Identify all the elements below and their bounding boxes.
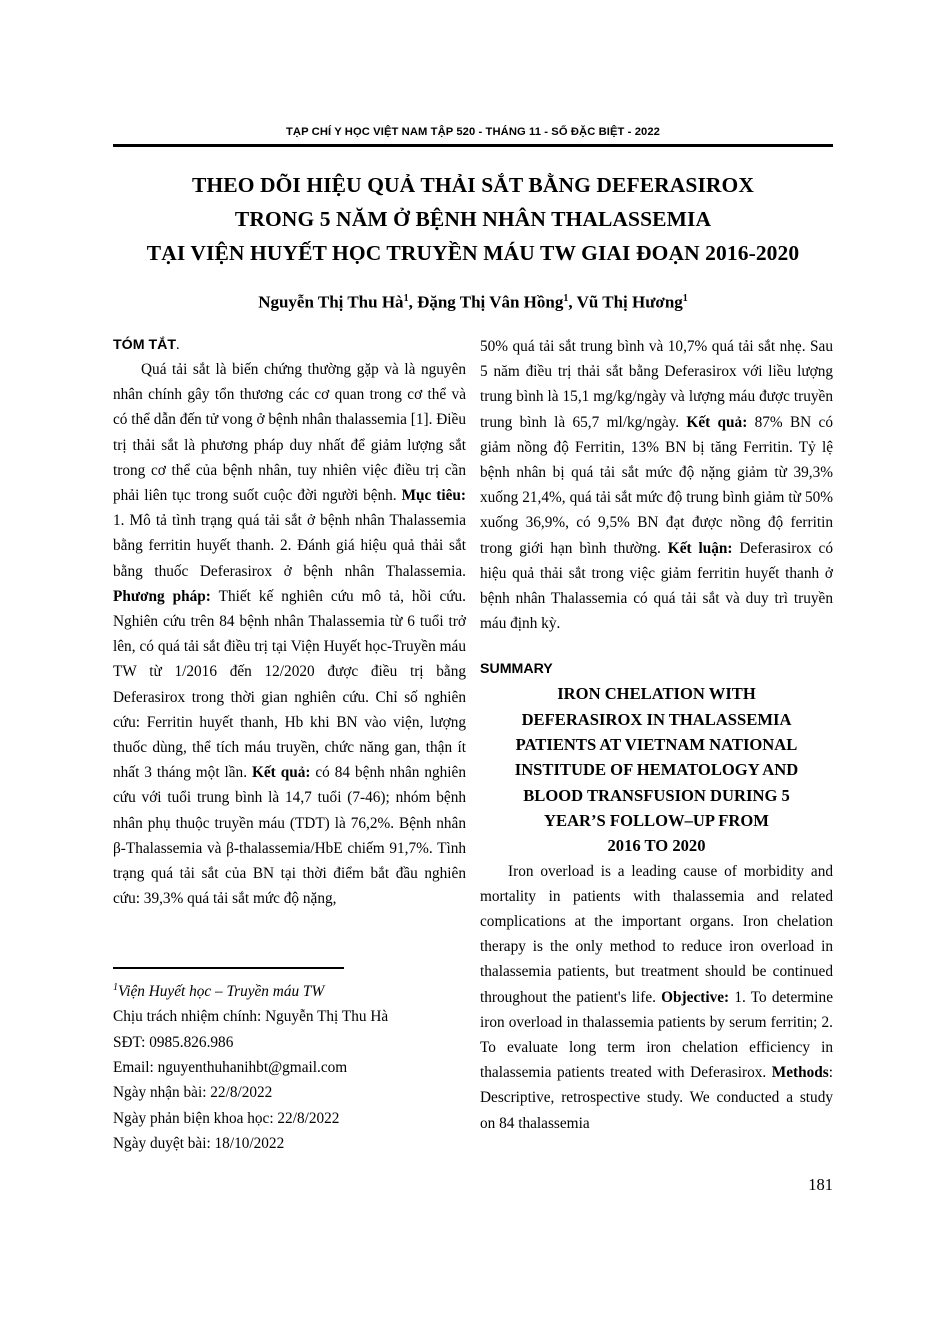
summary-en-title [480,681,833,858]
author-name-2: Đặng Thị Vân Hồng [417,292,564,312]
abstract-vi-text-5: 50% quá tải sắt trung bình và 10,7% quá tải sắt nhẹ. Sau 5 năm điều trị thải sắt bằng Deferasirox với liều lượng trung bình là 15,1 mg/kg/ngày và lượng máu được truyền trung bình là 65,7 ml/kg/ngày. [480,338,833,431]
summary-en-title-line-3: PATIENTS AT VIETNAM NATIONAL [515,735,798,755]
summary-spacer [480,636,833,658]
footnote-affiliation [113,975,466,1004]
footnote-responsible-author: Chịu trách nhiệm chính: Nguyễn Thị Thu Hà [113,1008,389,1026]
summary-en-title-line-7: 2016 TO 2020 [607,836,706,856]
author-affiliation-marker-3: 1 [682,293,688,304]
summary-en-title-line-1: IRON CHELATION WITH [557,684,756,704]
author-name-3: Vũ Thị Hương [576,292,683,312]
summary-en-heading: SUMMARY [480,661,553,678]
abstract-vi-label-conclusion: Kết luận: [667,539,733,557]
abstract-vi-text-6: 87% BN có giảm nồng độ Ferritin, 13% BN bị tăng Ferritin. Tỷ lệ bệnh nhân bị quá tải sắt mức độ nặng giảm từ 39,3% xuống 21,4%, quá tải sắt mức độ trung bình giảm từ 50% xuống 36,9%, có 9,5% BN đạt được nồng độ ferritin trong giới hạn bình thường. [480,413,833,557]
abstract-vi-paragraph [113,357,466,911]
summary-en-text-1: Iron overload is a leading cause of morbidity and mortality in patients with thalassemia and related complications at the important organs. Iron chelation therapy is the only method to reduce iron overload in thalassemia patients, but treatment should be continued throughout the patient's life. [480,862,833,1006]
abstract-vi-label-methods: Phương pháp: [113,587,211,605]
summary-en-title-line-4: INSTITUDE OF HEMATOLOGY AND [514,760,799,780]
footnote-affiliation-marker: 1 [113,982,118,993]
summary-en-title-line-6: YEAR’S FOLLOW–UP FROM [544,810,769,830]
page-number: 181 [808,1175,833,1194]
summary-en-text-3: : Descriptive, retrospective study. We conducted a study on 84 thalassemia [480,1064,833,1132]
summary-en-title-line-2: DEFERASIROX IN THALASSEMIA [521,709,792,729]
abstract-vi-label-results-1: Kết quả: [251,764,311,782]
running-head: TẠP CHÍ Y HỌC VIỆT NAM TẬP 520 - THÁNG 11 - SỐ ĐẶC BIỆT - 2022 [285,126,661,138]
abstract-vi-text-3: Thiết kế nghiên cứu mô tả, hồi cứu. Nghiên cứu trên 84 bệnh nhân Thalassemia từ 6 tuổi trở lên, có quá tải sắt điều trị tại Viện Huyết học-Truyền máu TW từ 1/2016 đến 12/2020 được điều trị bằng Deferasirox trong thời gian nghiên cứu. Chỉ số nghiên cứu: Ferritin huyết thanh, Hb khi BN vào viện, lượng thuốc dùng, thể tích máu truyền, chức năng gan, thận ít nhất 3 tháng một lần. [113,587,466,782]
footnote-received-date: Ngày nhận bài: 22/8/2022 [113,1084,273,1102]
abstract-vi-text-1: Quá tải sắt là biến chứng thường gặp và là nguyên nhân chính gây tổn thương các cơ quan trong cơ thể và có thể dẫn đến tử vong ở bệnh nhân thalassemia [1]. Điều trị thải sắt là phương pháp duy nhất để giảm lượng sắt trong cơ thể của bệnh nhân, tuy nhiên việc điều trị cần phải liên tục trong suốt cuộc đời người bệnh. [113,361,466,505]
column-right [480,334,833,1136]
abstract-vi-text-4: có 84 bệnh nhân nghiên cứu với tuổi trung bình là 14,7 tuổi (7-46); nhóm bệnh nhân phụ thuộc truyền máu (TDT) là 76,2%. Bệnh nhân β-Thalassemia và β-thalassemia/HbE chiếm 91,7%. Tình trạng quá tải sắt của BN tại thời điểm bắt đầu nghiên cứu: 39,3% quá tải sắt mức độ nặng, [113,764,466,908]
abstract-vi-heading-dot: . [176,337,180,353]
footnote-phone: SĐT: 0985.826.986 [113,1033,234,1051]
summary-en-paragraph [480,859,833,1136]
author-separator-2: , [568,292,577,312]
footnote-accepted-date: Ngày duyệt bài: 18/10/2022 [113,1134,285,1152]
footnote-rule [113,967,344,969]
summary-en-label-objective: Objective: [661,988,730,1006]
abstract-vi-text-2: 1. Mô tả tình trạng quá tải sắt ở bệnh nhân Thalassemia bằng ferritin huyết thanh. 2. Đánh giá hiệu quả thải sắt bằng thuốc Deferasirox ở bệnh nhân Thalassemia. [113,512,466,580]
header-rule [113,144,833,147]
abstract-vi-heading-text: TÓM TẮT [113,337,177,353]
article-title-line-2: TRONG 5 NĂM Ở BỆNH NHÂN THALASSEMIA [234,207,712,231]
author-separator-1: , [408,292,418,312]
summary-en-text-2: 1. To determine iron overload in thalassemia patients by serum ferritin; 2. To evaluate long term iron chelation efficiency in thalassemia patients treated with Deferasirox. [480,988,833,1082]
article-title-line-3: TẠI VIỆN HUYẾT HỌC TRUYỀN MÁU TW GIAI ĐOẠN 2016-2020 [146,241,800,265]
summary-en-label-methods: Methods [771,1064,829,1082]
abstract-vi-label-objective: Mục tiêu: [401,487,466,505]
footnote-email: Email: nguyenthuhanihbt@gmail.com [113,1058,348,1076]
footnote-block [113,975,466,1156]
article-title-line-1: THEO DÕI HIỆU QUẢ THẢI SẮT BẰNG DEFERASIROX [191,173,755,197]
abstract-vi-paragraph-continued [480,334,833,636]
abstract-vi-text-7: Deferasirox có hiệu quả thải sắt trong việc giảm ferritin huyết thanh ở bệnh nhân Thalassemia có quá tải sắt và duy trì truyền máu định kỳ. [480,539,833,633]
footnote-review-date: Ngày phản biện khoa học: 22/8/2022 [113,1109,340,1127]
author-name-1: Nguyễn Thị Thu Hà [258,292,404,312]
column-left [113,334,466,911]
footnote-affiliation-text: Viện Huyết học – Truyền máu TW [118,983,325,1001]
author-affiliation-marker-2: 1 [563,293,569,304]
abstract-vi-label-results-2: Kết quả: [686,413,748,431]
abstract-vi-heading [113,334,466,356]
author-affiliation-marker-1: 1 [403,293,409,304]
summary-en-title-line-5: BLOOD TRANSFUSION DURING 5 [523,785,790,805]
author-list [113,287,833,315]
article-title [113,168,833,270]
